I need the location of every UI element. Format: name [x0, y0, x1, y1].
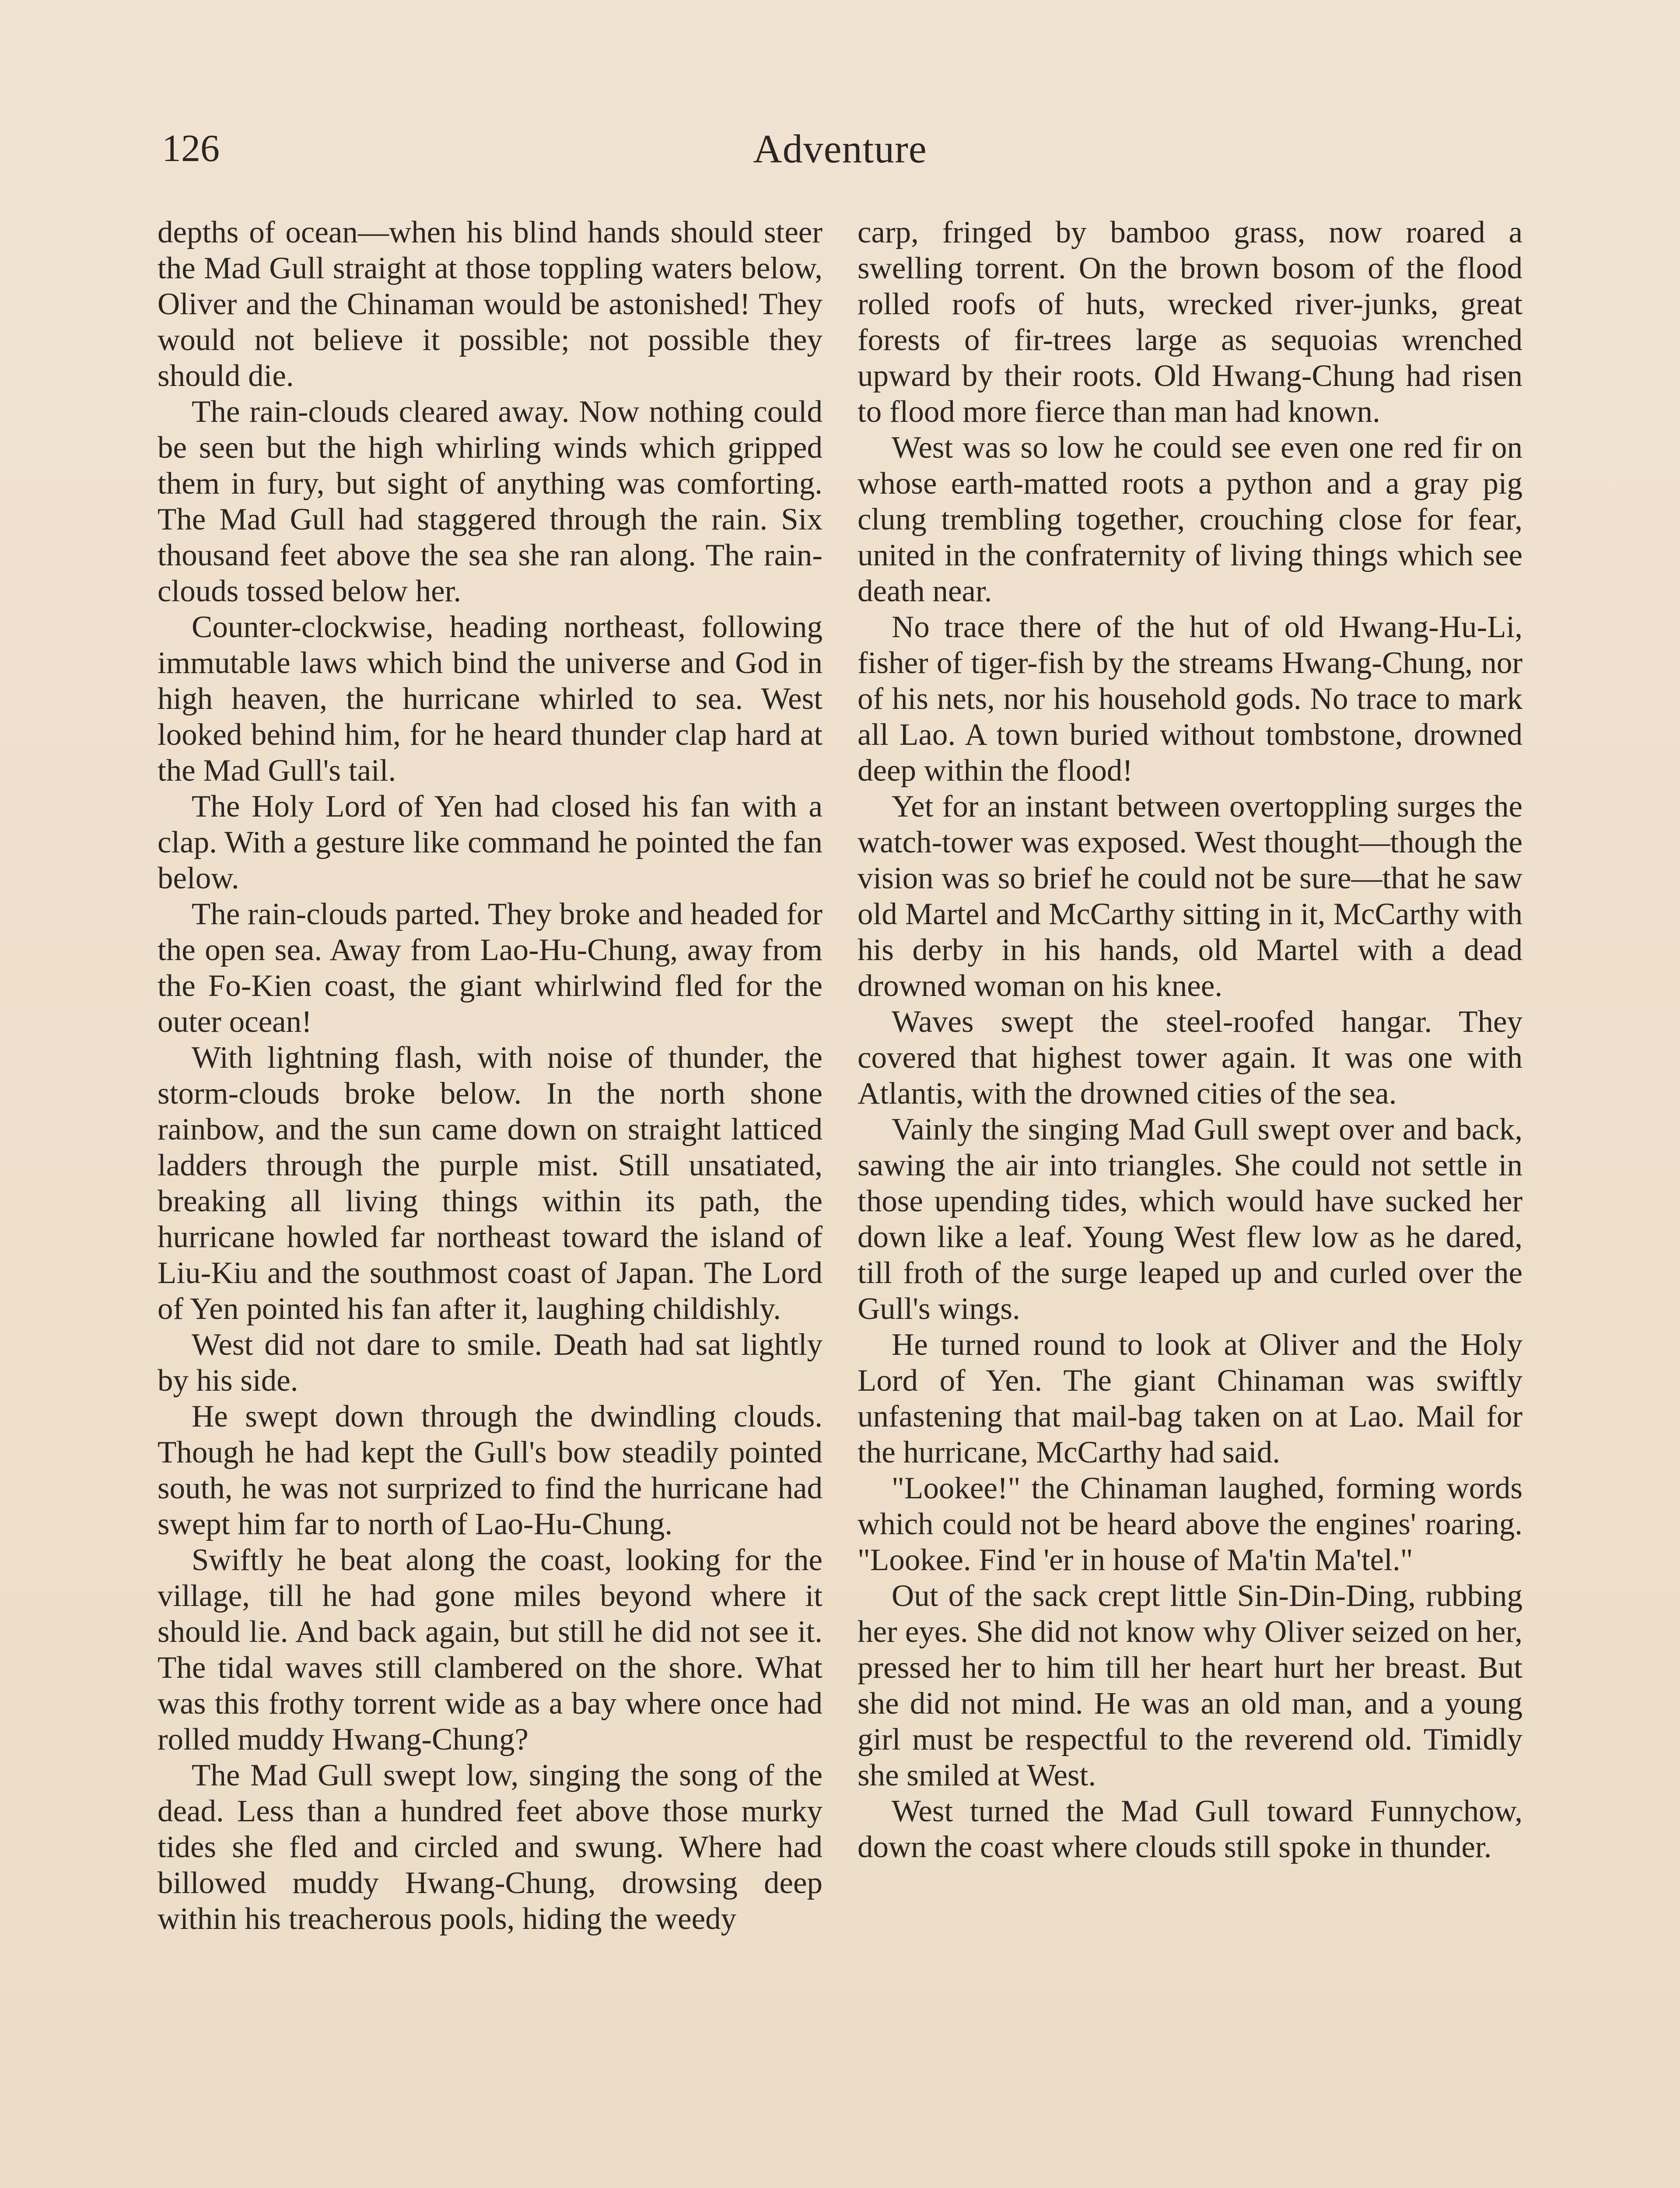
text-columns [158, 214, 1527, 2188]
paragraph: West was so low he could see even one red fir on whose earth-matted roots a python and a gray pig clung trembling together, crouching close for fear, united in the confraternity of living things which see death near. [858, 431, 1522, 608]
paragraph: Waves swept the steel-roofed hangar. They covered that highest tower again. It was one with Atlantis, with the drowned cities of the sea. [858, 1005, 1522, 1111]
paragraph: He swept down through the dwindling clouds. Though he had kept the Gull's bow steadily pointed south, he was not surprized to find the hurricane had swept him far to north of Lao-Hu-Chung. [158, 1399, 822, 1541]
paragraph: The Holy Lord of Yen had closed his fan with a clap. With a gesture like command he pointed the fan below. [158, 789, 822, 895]
paragraph: West did not dare to smile. Death had sat lightly by his side. [158, 1328, 822, 1398]
paragraph: The rain-clouds parted. They broke and headed for the open sea. Away from Lao-Hu-Chung, away from the Fo-Kien coast, the giant whirlwind fled for the outer ocean! [158, 897, 822, 1039]
paragraph: The rain-clouds cleared away. Now nothing could be seen but the high whirling winds which gripped them in fury, but sight of anything was comforting. The Mad Gull had staggered through the rain. Six thousand feet above the sea she ran along. The rain-clouds tossed below her. [158, 395, 822, 608]
paragraph: depths of ocean—when his blind hands should steer the Mad Gull straight at those toppling waters below, Oliver and the Chinaman would be astonished! They would not believe it possible; not possible they should die. [158, 215, 822, 393]
paragraph: He turned round to look at Oliver and the Holy Lord of Yen. The giant Chinaman was swiftly unfastening that mail-bag taken on at Lao. Mail for the hurricane, McCarthy had said. [858, 1328, 1522, 1469]
page-number: 126 [162, 127, 220, 170]
paragraph: With lightning flash, with noise of thunder, the storm-clouds broke below. In the north shone rainbow, and the sun came down on straight latticed ladders through the purple mist. Still unsatiated, breaking all living things within its path, the hurricane howled far northeast toward the island of Liu-Kiu and the southmost coast of Japan. The Lord of Yen pointed his fan after it, laughing childishly. [158, 1041, 822, 1326]
paragraph: No trace there of the hut of old Hwang-Hu-Li, fisher of tiger-fish by the streams Hwang-Chung, nor of his nets, nor his household gods. No trace to mark all Lao. A town buried without tombstone, drowned deep within the flood! [858, 610, 1522, 788]
paragraph: Yet for an instant between overtoppling surges the watch-tower was exposed. West thought—though the vision was so brief he could not be sure—that he saw old Martel and McCarthy sitting in it, McCarthy with his derby in his hands, old Martel with a dead drowned woman on his knee. [858, 789, 1522, 1003]
paragraph: West turned the Mad Gull toward Funnychow, down the coast where clouds still spoke in thunder. [858, 1794, 1522, 1864]
left-column [158, 214, 822, 1937]
paragraph: The Mad Gull swept low, singing the song of the dead. Less than a hundred feet above those murky tides she fled and circled and swung. Where had billowed muddy Hwang-Chung, drowsing deep within his treacherous pools, hiding the weedy [158, 1758, 822, 1936]
paragraph: Vainly the singing Mad Gull swept over and back, sawing the air into triangles. She could not settle in those upending tides, which would have sucked her down like a leaf. Young West flew low as he dared, till froth of the surge leaped up and curled over the Gull's wings. [858, 1112, 1522, 1326]
paragraph: Out of the sack crept little Sin-Din-Ding, rubbing her eyes. She did not know why Oliver seized on her, pressed her to him till her heart hurt her breast. But she did not mind. He was an old man, and a young girl must be respectful to the reverend old. Timidly she smiled at West. [858, 1579, 1522, 1792]
paragraph: carp, fringed by bamboo grass, now roared a swelling torrent. On the brown bosom of the flood rolled roofs of huts, wrecked river-junks, great forests of fir-trees large as sequoias wrenched upward by their roots. Old Hwang-Chung had risen to flood more fierce than man had known. [858, 215, 1522, 429]
page-header [158, 118, 1522, 179]
right-column [858, 214, 1522, 1865]
running-title: Adventure [753, 126, 927, 171]
paragraph: Counter-clockwise, heading northeast, following immutable laws which bind the universe and God in high heaven, the hurricane whirled to sea. West looked behind him, for he heard thunder clap hard at the Mad Gull's tail. [158, 610, 822, 788]
paragraph: Swiftly he beat along the coast, looking for the village, till he had gone miles beyond where it should lie. And back again, but still he did not see it. The tidal waves still clambered on the shore. What was this frothy torrent wide as a bay where once had rolled muddy Hwang-Chung? [158, 1543, 822, 1757]
paragraph: "Lookee!" the Chinaman laughed, forming words which could not be heard above the engines' roaring. "Lookee. Find 'er in house of Ma'tin Ma'tel." [858, 1471, 1522, 1577]
